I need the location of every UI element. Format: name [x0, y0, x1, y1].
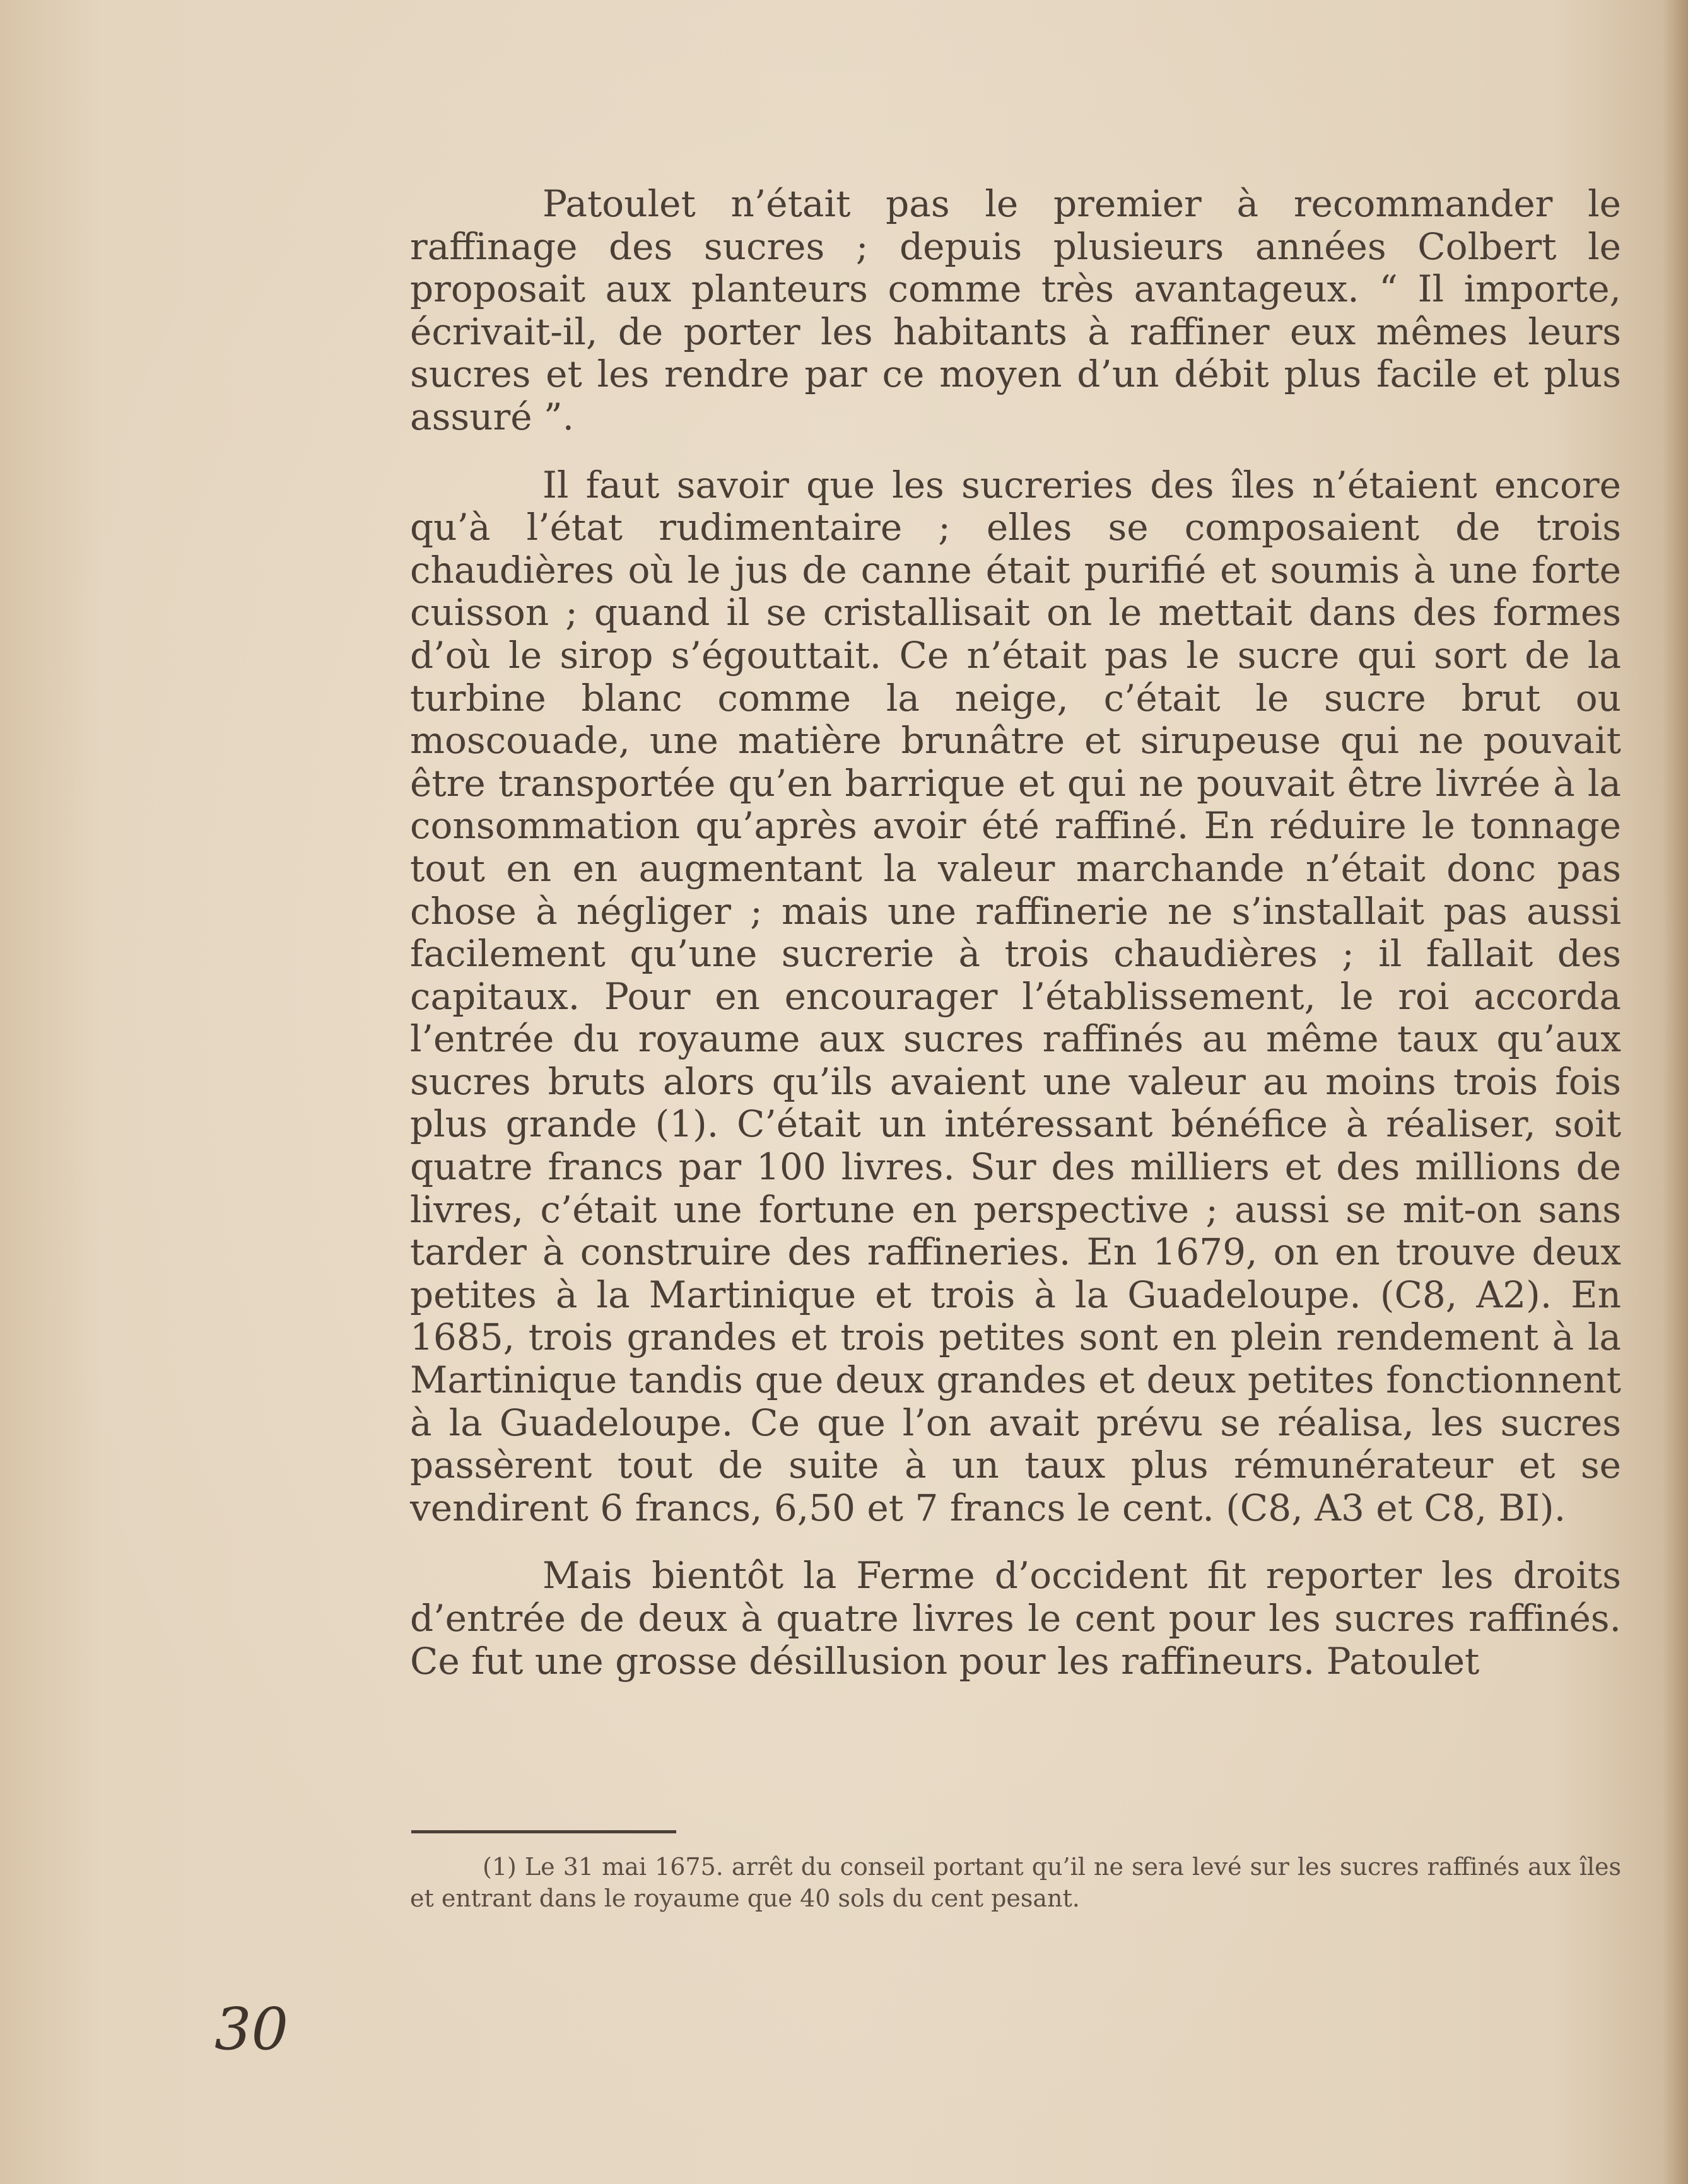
footnote-text: (1) Le 31 mai 1675. arrêt du conseil portant qu’il ne sera levé sur les sucres raffinés aux îles et entrant dans le royaume que 40 sols du cent pesant.	[410, 1853, 1621, 1912]
page-number: 30	[214, 1995, 289, 2063]
paragraph-2: Il faut savoir que les sucreries des îles n’étaient encore qu’à l’état rudimentaire ; elles se composaient de trois chaudières où le jus de canne était purifié et soumis à une forte cuisson ; quand il se cristallisait on le mettait dans des formes d’où le sirop s’égouttait. Ce n’était pas le sucre qui sort de la turbine blanc comme la neige, c’était le sucre brut ou moscouade, une matière brunâtre et sirupeuse qui ne pouvait être transportée qu’en barrique et qui ne pouvait être livrée à la consommation qu’après avoir été raffiné. En réduire le tonnage tout en en augmentant la valeur marchande n’était donc pas chose à négliger ; mais une raffinerie ne s’installait pas aussi facilement qu’une sucrerie à trois chaudières ; il fallait des capitaux. Pour en encourager l’établissement, le roi accorda l’entrée du royaume aux sucres raffinés au même taux qu’aux sucres bruts alors qu’ils avaient une valeur au moins trois fois plus grande (1). C’était un intéressant bénéfice à réaliser, soit quatre francs par 100 livres. Sur des milliers et des millions de livres, c’était une fortune en perspective ; aussi se mit-on sans tarder à construire des raffineries. En 1679, on en trouve deux petites à la Martinique et trois à la Guadeloupe. (C8, A2). En 1685, trois grandes et trois petites sont en plein rendement à la Martinique tandis que deux grandes et deux petites fonctionnent à la Guadeloupe. Ce que l’on avait prévu se réalisa, les sucres passèrent tout de suite à un taux plus rémunérateur et se vendirent 6 francs, 6,50 et 7 francs le cent. (C8, A3 et C8, BI).	[410, 463, 1621, 1529]
body-text	[410, 183, 1621, 1683]
footnote-divider	[411, 1830, 676, 1833]
paragraph-3: Mais bientôt la Ferme d’occident fit reporter les droits d’entrée de deux à quatre livres le cent pour les sucres raffinés. Ce fut une grosse désillusion pour les raffineurs. Patoulet	[410, 1554, 1621, 1683]
paragraph-1: Patoulet n’était pas le premier à recommander le raffinage des sucres ; depuis plusieurs années Colbert le proposait aux planteurs comme très avantageux. “ Il importe, écrivait-il, de porter les habitants à raffiner eux mêmes leurs sucres et les rendre par ce moyen d’un débit plus facile et plus assuré ”.	[410, 182, 1621, 438]
footnote	[410, 1851, 1621, 1914]
page-edge-shadow	[1663, 0, 1688, 2184]
